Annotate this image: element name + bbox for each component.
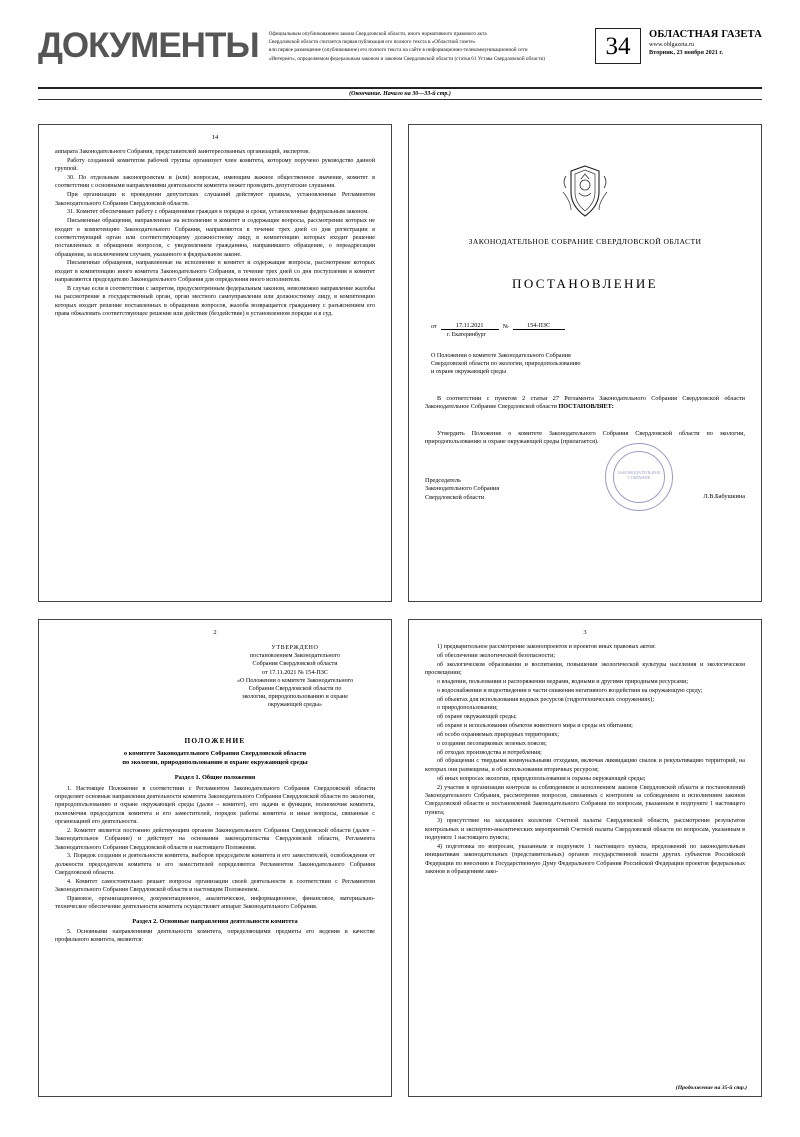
- brand-url: www.oblgazeta.ru: [649, 41, 695, 48]
- paragraph: об охране и использовании объектов животного мира и среды их обитания;: [437, 723, 633, 730]
- paragraph: о водоснабжении и водоотведении в части снижения негативного воздействия на окружающую среду;: [437, 687, 703, 694]
- panel-left-bottom: [38, 619, 392, 1097]
- secondary-divider: [38, 99, 762, 100]
- panel-folio: 14: [211, 134, 219, 141]
- masthead-description: [269, 28, 559, 63]
- document-type: ПОСТАНОВЛЕНИЕ: [512, 276, 658, 291]
- approval-date: от 17.11.2021 № 154-ПЗС: [262, 669, 328, 676]
- paragraph: 1) предварительное рассмотрение законопроектов и проектов иных правовых актов:: [437, 644, 656, 650]
- resolution-point: Утвердить Положение о комитете Законодательного Собрания Свердловской области по экологии, природопользованию и охране окружающей среды (прилагается).: [425, 429, 745, 446]
- paragraph: Правовое, организационное, документационное, аналитическое, информационное, финансовое, материально-техническое обеспечение деятельности комитета осуществляет аппарат Законодательного Собрания.: [55, 896, 375, 911]
- section-heading-2: Раздел 2. Основные направления деятельности комитета: [132, 917, 298, 925]
- document-subject: О Положении о комитете Законодательного Собрания Свердловской области по экологии, природопользованию и охране окружающей среды: [431, 353, 581, 376]
- paragraph: 2. Комитет является постоянно действующим органом Законодательного Собрания Свердловской области (далее – Законодательное Собрание) и действует на основании законодательства Свердловской области, Регламента Законодательного Собрания Свердловской области и настоящего Положения.: [55, 827, 375, 851]
- page-number: 34: [595, 28, 641, 64]
- coat-of-arms-icon: [425, 162, 745, 225]
- regulation-subtitle-line-2: по экологии, природопользованию и охране окружающей среды: [122, 758, 308, 766]
- regulation-title: ПОЛОЖЕНИЕ: [184, 735, 246, 745]
- paragraph: о создании лесопарковых зеленых поясов;: [437, 740, 547, 747]
- paragraph: об обеспечении экологической безопасности;: [437, 652, 556, 659]
- signer-title-line-3: Свердловской области: [425, 493, 485, 501]
- panel-folio: 2: [213, 629, 217, 636]
- approval-line-2: постановлением Законодательного: [249, 653, 341, 660]
- official-seal-icon: [605, 443, 673, 511]
- paragraph: Письменные обращения, направленные на исполнение в комитет и содержащие вопросы, рассмотрение которых не входит в компетенцию Законодательного Собрания, направляются в течение трех дней со дня регистрации в соответствующий орган или соответствующему должностному лицу, в компетенцию которых входит решение поставленных в обращении вопросов, с уведомлением гражданина, направившего обращение, о переадресации обращения, за исключением случаев, указанного в федеральном законе.: [55, 218, 375, 258]
- panel-folio: 3: [583, 629, 587, 636]
- masthead-desc-line-2: Свердловской области считается первая публикация его полного текста в «Областной газете»: [268, 39, 476, 46]
- paragraph: о владении, пользовании и распоряжении недрами, водными и другими природными ресурсами;: [437, 678, 689, 685]
- paragraph: При организации и проведении депутатских слушаний действуют правила, установленные Регламентом Законодательного Собрания Свердловской области.: [55, 192, 375, 207]
- paragraph: Письменные обращения, направленные на исполнение в комитет и содержащие вопросы, рассмотрение которых входит в компетенцию иного комитета Законодательного Собрания, в течение трех дней со дня поступления в комитет направляются председателю Законодательного Собрания для определения иного исполнителя.: [55, 260, 375, 284]
- paragraph: 5. Основными направлениями деятельности комитета, определяющими предметы его ведения в качестве профильного комитета, являются:: [55, 928, 375, 944]
- paragraph: о природопользовании;: [437, 705, 498, 712]
- date-label: от: [431, 323, 437, 330]
- paragraph: об особо охраняемых природных территориях;: [437, 731, 559, 738]
- regulation-subtitle-line-1: о комитете Законодательного Собрания Свердловской области: [123, 749, 307, 757]
- panel-right-bottom: [408, 619, 762, 1097]
- panel-left-top: [38, 124, 392, 602]
- signer-title: [425, 477, 615, 502]
- paragraph: 1. Настоящее Положение в соответствии с Регламентом Законодательного Собрания Свердловской области определяет основные направления деятельности комитета Законодательного Собрания Свердловской области по экологии, природопользованию и охране окружающей среды (далее – комитет), его задачи и функции, полномочия комитета, полномочия председателя комитета и его заместителей, порядок работы комитета и иные вопросы, связанные с организацией его деятельности.: [55, 785, 375, 825]
- masthead-right: [595, 28, 762, 64]
- paragraph: 2) участие в организации контроля за соблюдением и исполнением законов Свердловской области и постановлений Законодательного Собрания, рассмотрение вопросов, связанных с контролем за соблюдением и исполнением законов Свердловской области и постановлений Законодательного Собрания по вопросам, указанным в подпункте 1 настоящего пункта;: [425, 784, 745, 816]
- approval-block: [215, 644, 375, 710]
- paragraph: 30. По отдельным законопроектам и (или) вопросам, имеющим важное общественное значение, комитет в соответствии с основными направлениями деятельности комитета может проводить депутатские слушания.: [55, 175, 375, 190]
- brand-date: Вторник, 23 ноября 2021 г.: [649, 49, 724, 56]
- signature-block: [425, 477, 745, 502]
- paragraph: В случае если в соответствии с запретом, предусмотренным федеральным законом, невозможно направление жалобы на рассмотрение в государственный орган, орган местного самоуправления или должностному лицу, в компетенцию которых входит решение поставленных в обращении вопросов, жалоба возвращается гражданину с разъяснением его права обжаловать соответствующее решение или действие (бездействие) в установленном порядке и в суд.: [55, 286, 375, 318]
- approval-word: УТВЕРЖДЕНО: [271, 645, 319, 651]
- newspaper-page: [0, 28, 800, 1137]
- paragraph: об обращении с твердыми коммунальными отходами, включая ликвидацию свалок и рекультивацию территорий, на которых они размещены, и об использовании вторичных ресурсов;: [425, 758, 745, 773]
- brand-name: ОБЛАСТНАЯ ГАЗЕТА: [649, 29, 762, 40]
- issuing-body: ЗАКОНОДАТЕЛЬНОЕ СОБРАНИЕ СВЕРДЛОВСКОЙ ОБЛАСТИ: [468, 237, 702, 246]
- approval-doc-line-2: Собрания Свердловской области по: [248, 686, 342, 693]
- signer-title-line-1: Председатель: [425, 476, 461, 484]
- paragraph: 3) присутствие на заседаниях коллегии Счетной палаты Свердловской области, рассмотрение результатов контрольных и экспертно-аналитических мероприятий Счетной палаты Свердловской области по вопросам, указанным в подпункте 1 настоящего пункта;: [425, 818, 745, 842]
- masthead-desc-line-4: «Интернет», определяемом федеральным законом и законом Свердловской области (статья 61 Устава Свердловской области): [268, 55, 545, 62]
- number-value: 154-ПЗС: [513, 322, 565, 330]
- paragraph: 31. Комитет обеспечивает работу с обращениями граждан в порядке и сроки, установленные федеральным законом.: [67, 209, 369, 216]
- masthead-divider: [38, 87, 762, 89]
- paragraph: 3. Порядок создания и деятельности комитета, выборов председателя комитета и его заместителей, освобождения от должности председателя комитета и его заместителей определяются Регламентом Законодательного Собрания Свердловской области.: [55, 853, 375, 877]
- approval-doc-line-1: «О Положении о комитете Законодательного: [236, 677, 354, 684]
- date-value: 17.11.2021: [441, 322, 499, 330]
- approval-line-3: Собрания Свердловской области: [252, 661, 338, 668]
- masthead-title: ДОКУМЕНТЫ: [38, 26, 259, 65]
- section-heading-1: Раздел 1. Общие положения: [174, 773, 256, 781]
- masthead-desc-line-3: или первое размещение (опубликование) его полного текста на сайте в информационно-телекоммуникационной сети: [268, 47, 528, 54]
- paragraph: об охране окружающей среды;: [437, 714, 517, 721]
- panel-right-top: [408, 124, 762, 602]
- article-grid: [38, 124, 762, 1097]
- brand-block: [649, 28, 762, 57]
- paragraph: об объектах для использования водных ресурсов (гидротехнических сооружениях);: [437, 696, 655, 703]
- date-number-row: [425, 322, 745, 330]
- signer-name: Л.В.Бабушкина: [703, 492, 745, 500]
- regulation-subtitle: [55, 749, 375, 767]
- paragraph: 4. Комитет самостоятельно решает вопросы организации своей деятельности в соответствии с Регламентом Законодательного Собрания Свердловской области и настоящим Положением.: [55, 878, 375, 894]
- paragraph: об экологическом образовании и воспитании, повышении экологической культуры населения и экологическом просвещении;: [425, 661, 745, 677]
- resolution-intro: [425, 395, 745, 412]
- number-label: №: [502, 323, 509, 330]
- masthead: [38, 28, 762, 84]
- paragraph: аппарата Законодательного Собрания, представителей заинтересованных организаций, экспертов.: [55, 149, 310, 155]
- paragraph: Работу созданной комитетом рабочей группы организует член комитета, которому поручено руководство данной группой.: [55, 157, 375, 173]
- paragraph: 4) подготовка по вопросам, указанным в подпункте 1 настоящего пункта, предложений по законодательным инициативам законодательных (представительных) органов государственной власти других субъектов Российской Федерации по внесению в Государственную Думу Федерального Собрания Российской Федерации проектов федеральных законов и обращениям зако-: [425, 843, 745, 875]
- approval-doc-line-4: окружающей среды»: [267, 702, 323, 709]
- paragraph: об отходах производства и потребления;: [437, 749, 542, 756]
- paragraph: об иных вопросах экологии, природопользования и охраны окружающей среды;: [437, 775, 646, 782]
- signer-title-line-2: Законодательного Собрания: [425, 485, 500, 493]
- city: г. Екатеринбург: [447, 332, 487, 338]
- continuation-note: (Продолжение на 35-й стр.): [675, 1085, 747, 1091]
- seal-text: ЗАКОНОДАТЕЛЬНОЕ СОБРАНИЕ: [617, 470, 661, 480]
- approval-doc-line-3: экологии, природопользованию и охране: [241, 694, 349, 701]
- resolution-verb: ПОСТАНОВЛЯЕТ:: [558, 403, 614, 411]
- masthead-desc-line-1: Официальным опубликованием закона Свердловской области, иного нормативного правового акта: [268, 31, 487, 37]
- continuation-note: (Окончание. Начало на 30—33-й стр.): [349, 91, 451, 97]
- resolution-intro-text: В соответствии с пунктом 2 статьи 27 Регламента Законодательного Собрания Свердловской области Законодательное Собрание Свердловской области: [425, 394, 745, 411]
